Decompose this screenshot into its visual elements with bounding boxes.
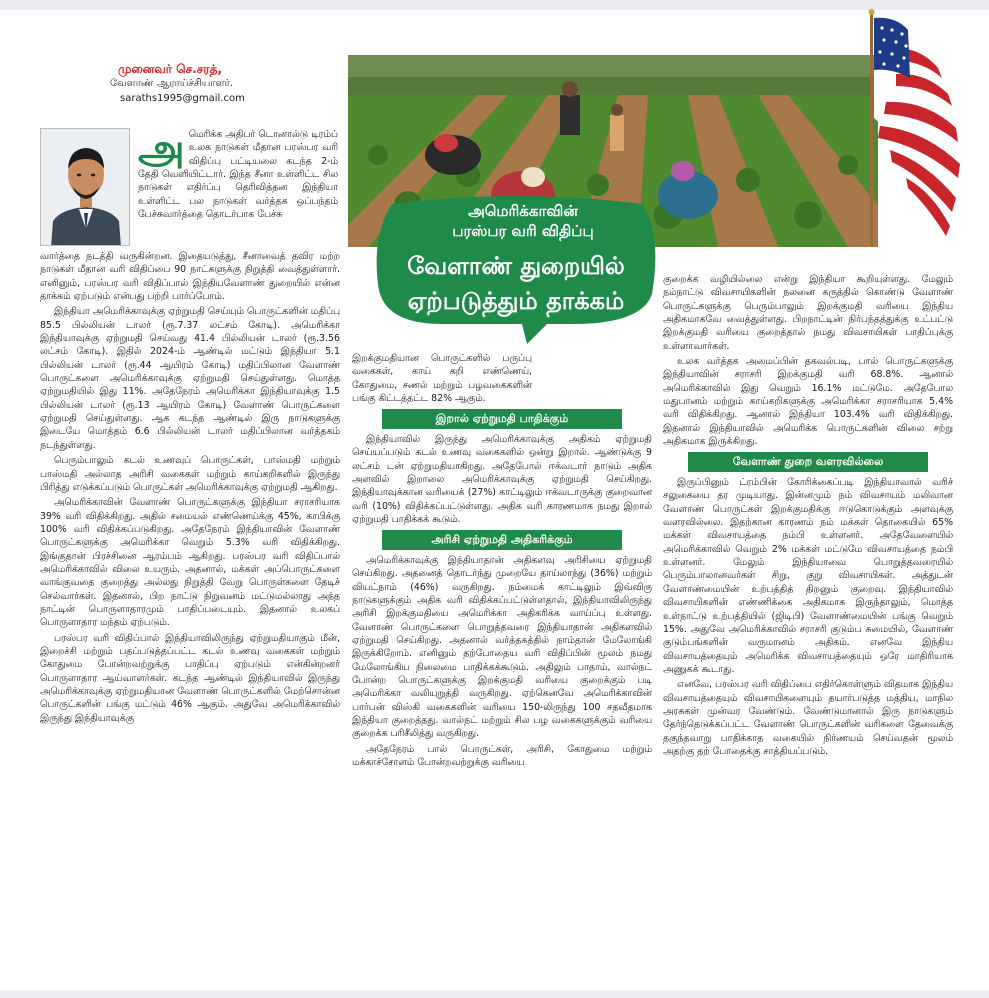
col1-paragraph-1: வார்த்தை நடத்தி வருகின்றன. இதையடுத்து, சீனாவைத் தவிர மற்ற நாடுகள் மீதான வரி விதிப்பை 90 நாட்களுக்கு நிறுத்தி வைத்துள்ளார். எனினும், பரஸ்பர வரி விதிப்பால் இந்தியவேளாண் துறையில் என்ன தாக்கம் ஏற்படும் என்பது பற்றி பார்ப்போம். [40,251,340,303]
col3-paragraph-3: இருப்பினும் ட்ரம்பின் கோரிக்கைப்படி இந்தியாவால் வரிச் சலுகையை தர முடியாது. இன்னமும் நம் விவசாயம் மலிவான வேளாண் பொருட்கள் இறக்குமதிக்கு ஈடுகொடுக்கும் அளவுக்கு வளரவில்லை. இதற்கான காரணம் நம் மக்கள் தொகையில் 65% மக்கள் விவசாயத்தை நம்பி உள்ளனர். அதேவேளையில் அமெரிக்காவில் வெறும் 2% மக்கள் மட்டுமே விவசாயத்தை நம்பி உள்ளனர். மேலும் இந்தியாவை பொறுத்தவரையில் பெரும்பாலானவர்கள் சிறு, குறு விவசாயிகள். அத்துடன் வேளாண்மையின் உற்பத்தித் திறனும் குறைவு. இந்தியாவில் விவசாயிகளின் எண்ணிக்கை அதிகமாக இருந்தாலும், மொத்த உள்நாட்டு உற்பத்தியில் (ஜிடிபி) வேளாண்மையின் பங்கு வெறும் 15%. அதுவே அமெரிக்காவில் சராசரி குடும்ப சுமையில், வேளாண் குடும்பங்களின் வருமானம் அதிகம். எனவே இந்திய விவசாயத்தையும் அமெரிக்க விவசாயத்தையும் ஒரே மாதிரியாக அணுகக் கூடாது. [663,477,953,675]
subhead-rice-export: அரிசி ஏற்றுமதி அதிகரிக்கும் [382,530,622,550]
article-column-3 [663,273,953,760]
col3-paragraph-4: எனவே, பரஸ்பர வரி விதிப்பை எதிர்கொள்ளும் விதமாக இந்திய விவசாயத்தையும் விவசாயிகளையும் தயார்படுத்த மத்திய, மாநில அரசுகள் முன்வர வேண்டும். வேண்டுமானால் இரு நாடுகளும் தேர்ந்தெடுக்கப்பட்ட வேளாண் பொருட்களின் வரிகளை தேவைக்கு தகுந்தவாறு பாதிக்காத வகையில் நிர்ணயம் செய்வதன் மூலம் அதற்கு தற் போதைக்கு சாத்தியப்படும். [663,679,953,757]
author-photo [40,128,130,246]
article-column-2 [352,352,652,772]
article-column-1 [40,250,340,727]
author-email[interactable]: saraths1995@gmail.com [120,93,245,104]
article-intro [138,124,338,221]
author-name: முனைவர் செ.சரத், [118,62,223,76]
top-band [0,0,989,10]
headline-line-2: பரஸ்பர வரி விதிப்பு [452,222,594,240]
bottom-band [0,990,989,998]
col1-paragraph-5: பரஸ்பர வரி விதிப்பால் இந்தியாவிலிருந்து ஏற்றுமதியாகும் மீன், இறைச்சி மற்றும் பதப்படுத்தப்பட்ட கடல் உணவு வகைகள் மற்றும் கோதுமை போன்றவற்றுக்கு பாதிப்பு ஏற்படும் என்கின்றனர் பொருளாதார ஆய்வாளர்கள். கடந்த ஆண்டில் இந்தியாவில் இருந்து அமெரிக்காவுக்கு ஏற்றுமதியான வேளாண் பொருட்களில் மேற்சொன்ன பொருட்களின் பங்கு மட்டும் 46% ஆகும். அதுவே அமெரிக்காவில் இருந்து இந்தியாவுக்கு [40,632,340,724]
col2-paragraph-2: அமெரிக்காவுக்கு இந்தியாதான் அதிகளவு அரிசியை ஏற்றுமதி செய்கிறது. அதனைத் தொடர்ந்து முறையே தாய்லாந்து (36%) மற்றும் வியட்நாம் (46%) வருகிறது. நம்மைக் காட்டிலும் இவ்விரு நாடுகளுக்கும் அதிக வரி விதிக்கப்பட்டுள்ளதால், இந்தியாவிலிருந்து அரிசி இறக்குமதியை அமெரிக்கா அதிகரிக்க வாய்ப்பு உள்ளது. வேளாண் பொருட்களை பொறுத்தவரை இந்தியாதான் அதிகளவில் ஏற்றுமதி செய்கிறது. அதனால் வர்த்தகத்தில் நாம்தான் மேலோங்கி இருக்கிறோம். எனினும் தற்போதைய வரி விதிப்பின் மூலம் நமது மேலோங்கிய நிலைமை பாதிக்கக்கூடும். அதிலும் பாதாம், வால்நட் போன்ற பொருட்களுக்கு இறக்குமதி வரியை குறைக்கும் படி அமெரிக்கா வலியுறுத்தி வருகிறது. ஏற்கெனவே அமெரிக்காவின் பார்பன் விஸ்கி வகைகளின் வரியை 150-லிருந்து 100 சதவீதமாக இந்தியா குறைத்தது. வால்நட் மற்றும் சில பழ வகைகளுக்கும் வரியை குறைக்க பரிசீலித்து வருகிறது. [352,555,652,740]
col1-paragraph-4: அமெரிக்காவின் வேளாண் பொருட்களுக்கு இந்தியா சராசரியாக 39% வரி விதிக்கிறது. அதில் சமையல் எண்ணெய்க்கு 45%, காபிக்கு 100% வரி விதிக்கப்படுகிறது. அதேநேரம் இந்தியாவின் வேளாண் பொருட்களுக்கு அமெரிக்கா வெறும் 5.3% வரி விதிக்கிறது. இங்குதான் பிரச்சினை ஆரம்பம் ஆகிறது. பரஸ்பர வரி விதிப்பால் அமெரிக்காவில் விலை உயரும். அதனால், மக்கள் அப்பொருட்களை வாங்குவதை குறைத்து அல்லது நிறுத்தி வேறு பொருள்களை தேடிச் செல்வார்கள். இதனால், பிற நாட்டு நிறுவனம் மட்டுமல்லாது அந்த நாட்டின் பொருளாதாரமும் பாதிப்படையும். இதனால் உலகப் பொருளாதார மந்தம் ஏற்படும். [40,497,340,629]
col2-intro: இறக்குமதியான பொருட்களில் பருப்பு வகைகள், காய் கறி எண்ணெய், கோதுமை, சணல் மற்றும் பழவகைகளின் பங்கு கிட்டத்தட்ட 82% ஆகும். [352,353,532,405]
subhead-agri-growth: வேளாண் துறை வளரவில்லை [688,452,928,472]
american-flag-icon [866,8,971,248]
headline-line-3: வேளாண் துறையில் [407,252,625,280]
col3-paragraph-2: உலக வர்த்தக அமைப்பின் தகவல்படி, பால் பொருட்களுக்கு இந்தியாவின் சராசரி இறக்குமதி வரி 68.8%. ஆனால் அமெரிக்காவில் இது வெறும் 16.1% மட்டுமே. அதேபோல மதுபானம் மற்றும் காய்கறிகளுக்கு அமெரிக்கா சராசரியாக 5.4% வரி விதிக்கிறது. ஆனால் இந்தியா 103.4% வரி விதிக்கிறது. இதனால் இந்தியாவில் அமெரிக்க பொருட்களின் விலை சற்று அதிகமாக இருக்கிறது. [663,356,953,448]
col1-paragraph-3: பெரும்பாலும் கடல் உணவுப் பொருட்கள், பாஸ்மதி மற்றும் பாஸ்மதி அல்லாத அரிசி வகைகள் மற்றும் காய்கறிகளில் இருந்து பிரித்து எடுக்கப்படும் பொருட்கள் அமெரிக்காவுக்கு ஏற்றுமதி ஆகிறது. [40,455,340,493]
author-portrait-icon [41,129,130,246]
col2-paragraph-3: அதேநேரம் பால் பொருட்கள், அரிசி, கோதுமை மற்றும் மக்காச்சோளம் போன்றவற்றுக்கு வரியை [352,743,652,769]
intro-text: மெரிக்க அதிபர் டொனால்டு டிரம்ப் உலக நாடுகள் மீதான பரஸ்பர வரி விதிப்பு பட்டியலை கடந்த 2-ம் தேதி வெளியிட்டார். இந்த சீனா உள்ளிட்ட சில நாடுகள் எதிர்ப்பு தெரிவித்தன இந்தியா உள்ளிட்ட பல நாடுகள் வர்த்தக ஒப்பந்தம் பேச்சுவார்த்தை தொடர்பாக பேச்சு [138,129,338,221]
col3-paragraph-1: குறைக்க வழியில்லை என்று இந்தியா கூறியுள்ளது. மேலும் நம்நாட்டு விவசாயிகளின் நலனை கருத்தில் கொண்டு வேளாண் பொருட்களுக்கு பெரும்பாலும் இறக்குமதி வரியை இந்திய அதிகமாகவே வைத்துள்ளது. பிறநாட்டின் நிர்பந்தத்துக்கு உட்பட்டு இறக்குமதி வரியை குறைத்தால் நமது விவசாயிகள் பாதிப்புக்கு உள்ளாவார்கள். [663,274,953,352]
author-role: வேளாண் ஆராய்ச்சியாளர். [110,78,234,89]
col1-paragraph-2: இந்தியா அமெரிக்காவுக்கு ஏற்றுமதி செய்யும் பொருட்களின் மதிப்பு 85.5 பில்லியன் டாலர் (ரூ.7.37 லட்சம் கோடி). அமெரிக்கா இந்தியாவுக்கு ஏற்றுமதி செய்வது 41.4 பில்லியன் டாலர் (ரூ.3.56 லட்சம் கோடி). இதில் 2024-ம் ஆண்டில் மட்டும் இந்தியா 5.1 பில்லியன் டாலர் (ரூ.44 ஆயிரம் கோடி) மதிப்பிலான வேளாண் பொருட்களை அமெரிக்காவுக்கு ஏற்றுமதி செய்துள்ளது. மொத்த ஏற்றுமதியில் இது 11%. அதேநேரம் அமெரிக்கா இந்தியாவுக்கு 1.5 பில்லியன் டாலர் (ரூ.13 ஆயிரம் கோடி) வேளாண் பொருட்களை ஏற்றுமதி செய்துள்ளது. ஆக கடந்த ஆண்டில் இரு நாடுகளுக்கு இடையே மொத்தம் 6.6 பில்லியன் டாலர் மதிப்பிலான வர்த்தகம் நடந்துள்ளது. [40,306,340,451]
headline-line-4: ஏற்படுத்தும் தாக்கம் [407,287,625,315]
headline-line-1: அமெரிக்காவின் [468,202,578,220]
drop-cap: அ [138,124,185,173]
subhead-prawn-export: இறால் ஏற்றுமதி பாதிக்கும் [382,409,622,429]
col2-paragraph-1: இந்தியாவில் இருந்து அமெரிக்காவுக்கு அதிகம் ஏற்றுமதி செய்யப்படும் கடல் உணவு வகைகளில் ஒன்று இறால். ஆண்டுக்கு 9 லட்சம் டன் ஏற்றுமதியாகிறது. அதேபோல் ஈக்வடார் நாடும் அதிக அளவில் இறாலை அமெரிக்காவுக்கு ஏற்றுமதி செய்கிறது. இந்தியாவுக்கான வரியைக் (27%) காட்டிலும் ஈக்வடாருக்கு குறைவான வரி (10%) விதிக்கப்பட்டுள்ளது. அதிக வரி காரணமாக நமது இறால் ஏற்றுமதி பாதிக்கக் கூடும். [352,433,652,526]
